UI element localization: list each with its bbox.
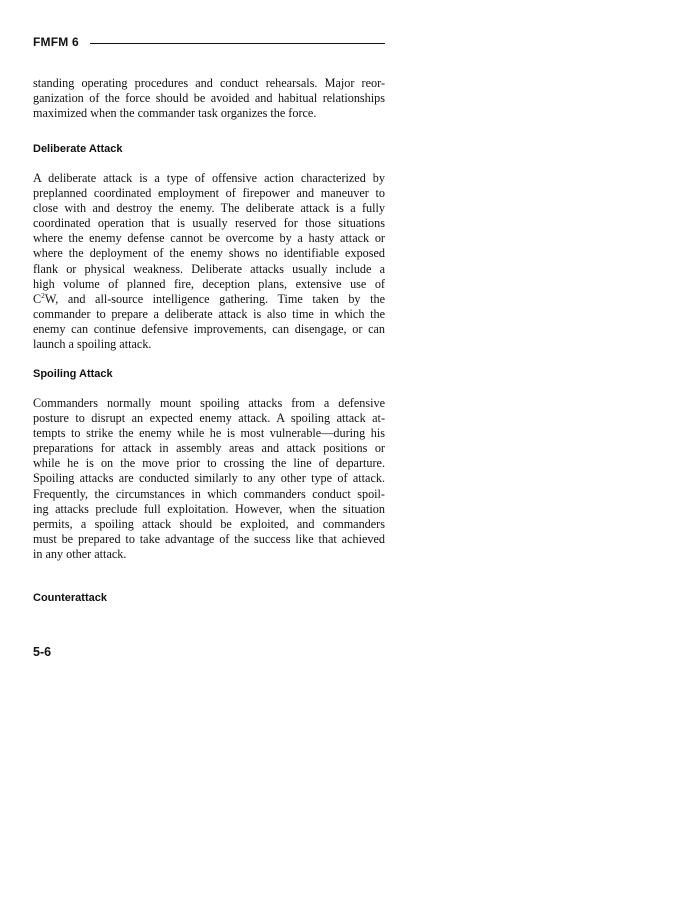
section-heading-counterattack: Counterattack (33, 592, 107, 604)
text-line: in any other attack. (33, 546, 127, 561)
section-heading-deliberate-attack: Deliberate Attack (33, 143, 123, 155)
text-line: Commanders normally mount spoiling attacks from a defensive (33, 396, 385, 410)
c2w-superscript: 2 (41, 290, 45, 300)
header-title: FMFM 6 (33, 35, 79, 49)
text-line: launch a spoiling attack. (33, 337, 152, 352)
text-line: must be prepared to take advantage of the success like that achieved (33, 531, 385, 546)
section-heading-spoiling-attack: Spoiling Attack (33, 368, 113, 380)
text-line: Frequently, the circumstances in which commanders conduct spoil- (33, 486, 385, 501)
text-line: standing operating procedures and conduct rehearsals. Major reor- (33, 76, 385, 90)
header-rule (90, 43, 385, 44)
page-number: 5-6 (33, 645, 52, 659)
text-line-c2w (33, 292, 385, 307)
page-header (33, 36, 385, 50)
intro-paragraph (33, 76, 385, 121)
spoiling-attack-paragraph (33, 396, 385, 562)
text-line: ing attacks preclude full exploitation. However, when the situation (33, 501, 385, 516)
text-line: high volume of planned fire, deception plans, extensive use of (33, 276, 385, 291)
text-line: where the deployment of the enemy shows no identifiable exposed (33, 246, 385, 261)
text-line: flank or physical weakness. Deliberate attacks usually include a (33, 261, 385, 276)
c2w-base: C (33, 291, 42, 306)
text-line: ganization of the force should be avoided and habitual relationships (33, 91, 385, 106)
text-line: coordinated operation that is usually reserved for those situations (33, 216, 385, 231)
text-line: posture to disrupt an expected enemy attack. A spoiling attack at- (33, 411, 385, 426)
text-line: while he is on the move prior to crossing the line of departure. (33, 456, 385, 471)
text-line: where the enemy defense cannot be overcome by a hasty attack or (33, 231, 385, 246)
text-line: Spoiling attacks are conducted similarly to any other type of attack. (33, 471, 385, 486)
deliberate-attack-paragraph (33, 171, 385, 352)
text-line: tempts to strike the enemy while he is most vulnerable—during his (33, 426, 385, 441)
text-line: enemy can continue defensive improvements, can disengage, or can (33, 321, 385, 336)
text-line: A deliberate attack is a type of offensive action characterized by (33, 171, 385, 185)
text-line: commander to prepare a deliberate attack is also time in which the (33, 306, 385, 321)
c2w-rest: W, and all-source intelligence gathering. Time taken by the (44, 291, 385, 306)
text-line: close with and destroy the enemy. The deliberate attack is a fully (33, 201, 385, 216)
text-line: maximized when the commander task organizes the force. (33, 106, 317, 121)
text-line: permits, a spoiling attack should be exploited, and commanders (33, 516, 385, 531)
text-line: preparations for attack in assembly areas and attack positions or (33, 441, 385, 456)
text-line: preplanned coordinated employment of firepower and maneuver to (33, 186, 385, 201)
